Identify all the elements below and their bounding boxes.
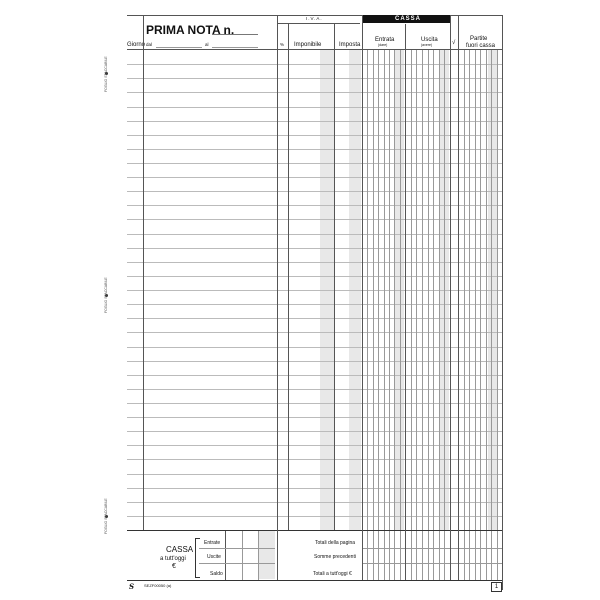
row-line	[127, 488, 502, 489]
iva-underline	[278, 23, 360, 24]
percent-header: %	[280, 42, 285, 47]
form-code: SEZF00050 (a)	[144, 583, 172, 588]
entrata-digit-line	[373, 50, 374, 530]
entrata-digit-line	[389, 50, 390, 530]
cassa-header: CASSA	[395, 16, 422, 22]
page-title: PRIMA NOTA n.	[146, 23, 235, 37]
imponibile-header: Imponibile	[294, 42, 322, 48]
partite-digit-line	[475, 50, 476, 530]
partite-digit-line	[464, 50, 465, 530]
col-sep-giorno	[143, 15, 144, 530]
row-line	[127, 304, 502, 305]
uscita-digit-line	[416, 50, 417, 530]
entrata-digit-line	[394, 50, 395, 530]
row-line	[127, 431, 502, 432]
footer-uscita-digit-line	[439, 531, 440, 580]
footer-uscite-line	[199, 563, 275, 564]
row-line	[127, 459, 502, 460]
partite-digit-line	[469, 50, 470, 530]
check-header: √	[452, 40, 456, 46]
footer-entrata-digit-line	[389, 531, 390, 580]
footer-uscita-digit-line	[433, 531, 434, 580]
footer-entrate-line	[199, 548, 275, 549]
footer-entrata-digit-line	[400, 531, 401, 580]
footer-bracket	[195, 538, 200, 578]
entrate-label: Entrate	[204, 540, 221, 546]
row-line	[127, 375, 502, 376]
footer-entrata-digit-line	[367, 531, 368, 580]
row-line	[127, 403, 502, 404]
row-line	[127, 276, 502, 277]
iva-header: I.V.A.	[306, 16, 323, 21]
footer-partite-digit-line	[469, 531, 470, 580]
partite-header-2: fuori cassa	[466, 43, 496, 49]
uscita-sub: (avere)	[421, 43, 433, 47]
partite-digit-line	[497, 50, 498, 530]
right-border	[502, 15, 503, 590]
footer-partite-digit-line	[491, 531, 492, 580]
row-line	[127, 445, 502, 446]
row-line	[127, 361, 502, 362]
col-giorno-header: Giorno	[127, 42, 146, 48]
row-line	[127, 135, 502, 136]
entrata-header: Entrata	[375, 37, 395, 43]
row-line	[127, 191, 502, 192]
footer-uscita-digit-line	[422, 531, 423, 580]
publisher-logo: S	[129, 582, 135, 591]
uscita-digit-line	[439, 50, 440, 530]
partite-digit-line	[486, 50, 487, 530]
row-line	[127, 177, 502, 178]
footer-sep-description	[277, 530, 278, 580]
partite-digit-line	[491, 50, 492, 530]
saldo-label: Saldo	[210, 571, 223, 577]
row-line	[127, 121, 502, 122]
footer-col-sep	[362, 530, 363, 580]
partite-digit-line	[480, 50, 481, 530]
uscita-header: Uscita	[421, 37, 438, 43]
entrata-digit-line	[367, 50, 368, 530]
row-line	[127, 149, 502, 150]
entrata-digit-line	[384, 50, 385, 530]
al-line	[212, 47, 258, 48]
dal-label: dal	[146, 42, 153, 47]
row-line	[127, 107, 502, 108]
uscita-digit-line	[411, 50, 412, 530]
footer-col-sep	[450, 530, 451, 580]
footer-col-sep	[458, 530, 459, 580]
footer-bottom-border	[127, 580, 502, 581]
footer-partite-digit-line	[464, 531, 465, 580]
row-line	[127, 78, 502, 79]
col-sep-check	[458, 15, 459, 530]
row-line	[127, 205, 502, 206]
footer-entrata-digit-line	[378, 531, 379, 580]
footer-uscita-digit-line	[444, 531, 445, 580]
partite-header-1: Partite	[470, 36, 488, 42]
cassa-footer-sub: a tutt'oggi	[160, 556, 186, 562]
perforation-label-middle: FOGLIO STACCABILE	[104, 277, 108, 313]
row-line	[127, 92, 502, 93]
uscita-digit-line	[428, 50, 429, 530]
entrata-digit-line	[400, 50, 401, 530]
row-line	[127, 163, 502, 164]
perforation-label-top: FOGLIO STACCABILE	[104, 56, 108, 92]
row-line	[127, 516, 502, 517]
perforation-label-bottom: FOGLIO STACCABILE	[104, 498, 108, 534]
cassa-footer-currency: €	[172, 563, 176, 570]
dal-line	[156, 47, 202, 48]
col-sep-imponibile	[334, 24, 335, 530]
footer-top-border	[127, 530, 502, 531]
footer-cassa-sep-1	[242, 531, 243, 580]
row-line	[127, 290, 502, 291]
row-line	[127, 417, 502, 418]
row-line	[127, 262, 502, 263]
uscite-label: Uscite	[207, 554, 221, 560]
footer-partite-digit-line	[497, 531, 498, 580]
uscita-digit-line	[422, 50, 423, 530]
col-sep-percent	[288, 24, 289, 530]
al-label: al	[205, 42, 209, 47]
row-line	[127, 318, 502, 319]
footer-cassa-shade	[258, 531, 275, 579]
footer-entrata-digit-line	[394, 531, 395, 580]
totali-pagina-label: Totali della pagina	[315, 540, 356, 546]
footer-col-sep	[405, 530, 406, 580]
col-sep-imposta	[362, 15, 363, 530]
uscita-digit-line	[444, 50, 445, 530]
footer-uscita-digit-line	[428, 531, 429, 580]
entrata-sub: (dare)	[378, 43, 388, 47]
row-line	[127, 248, 502, 249]
somme-precedenti-label: Somme precedenti	[314, 554, 356, 560]
cassa-footer-title: CASSA	[166, 545, 194, 554]
page-number-box: 1	[491, 582, 502, 592]
totali-oggi-label: Totali a tutt'oggi €	[313, 571, 352, 577]
row-line	[127, 64, 502, 65]
footer-uscita-digit-line	[411, 531, 412, 580]
row-line	[127, 502, 502, 503]
col-sep-description	[277, 15, 278, 530]
imposta-header: Imposta	[339, 42, 361, 48]
footer-partite-digit-line	[475, 531, 476, 580]
entrata-digit-line	[378, 50, 379, 530]
uscita-digit-line	[433, 50, 434, 530]
footer-entrata-digit-line	[384, 531, 385, 580]
col-sep-entrata	[405, 24, 406, 530]
row-line	[127, 389, 502, 390]
title-number-line	[212, 34, 258, 35]
row-line	[127, 219, 502, 220]
footer-cassa-sep-2	[258, 531, 259, 580]
col-sep-uscita	[450, 15, 451, 530]
footer-partite-digit-line	[486, 531, 487, 580]
row-line	[127, 332, 502, 333]
row-line	[127, 234, 502, 235]
footer-entrata-digit-line	[373, 531, 374, 580]
footer-uscita-digit-line	[416, 531, 417, 580]
footer-partite-digit-line	[480, 531, 481, 580]
row-line	[127, 474, 502, 475]
row-line	[127, 347, 502, 348]
